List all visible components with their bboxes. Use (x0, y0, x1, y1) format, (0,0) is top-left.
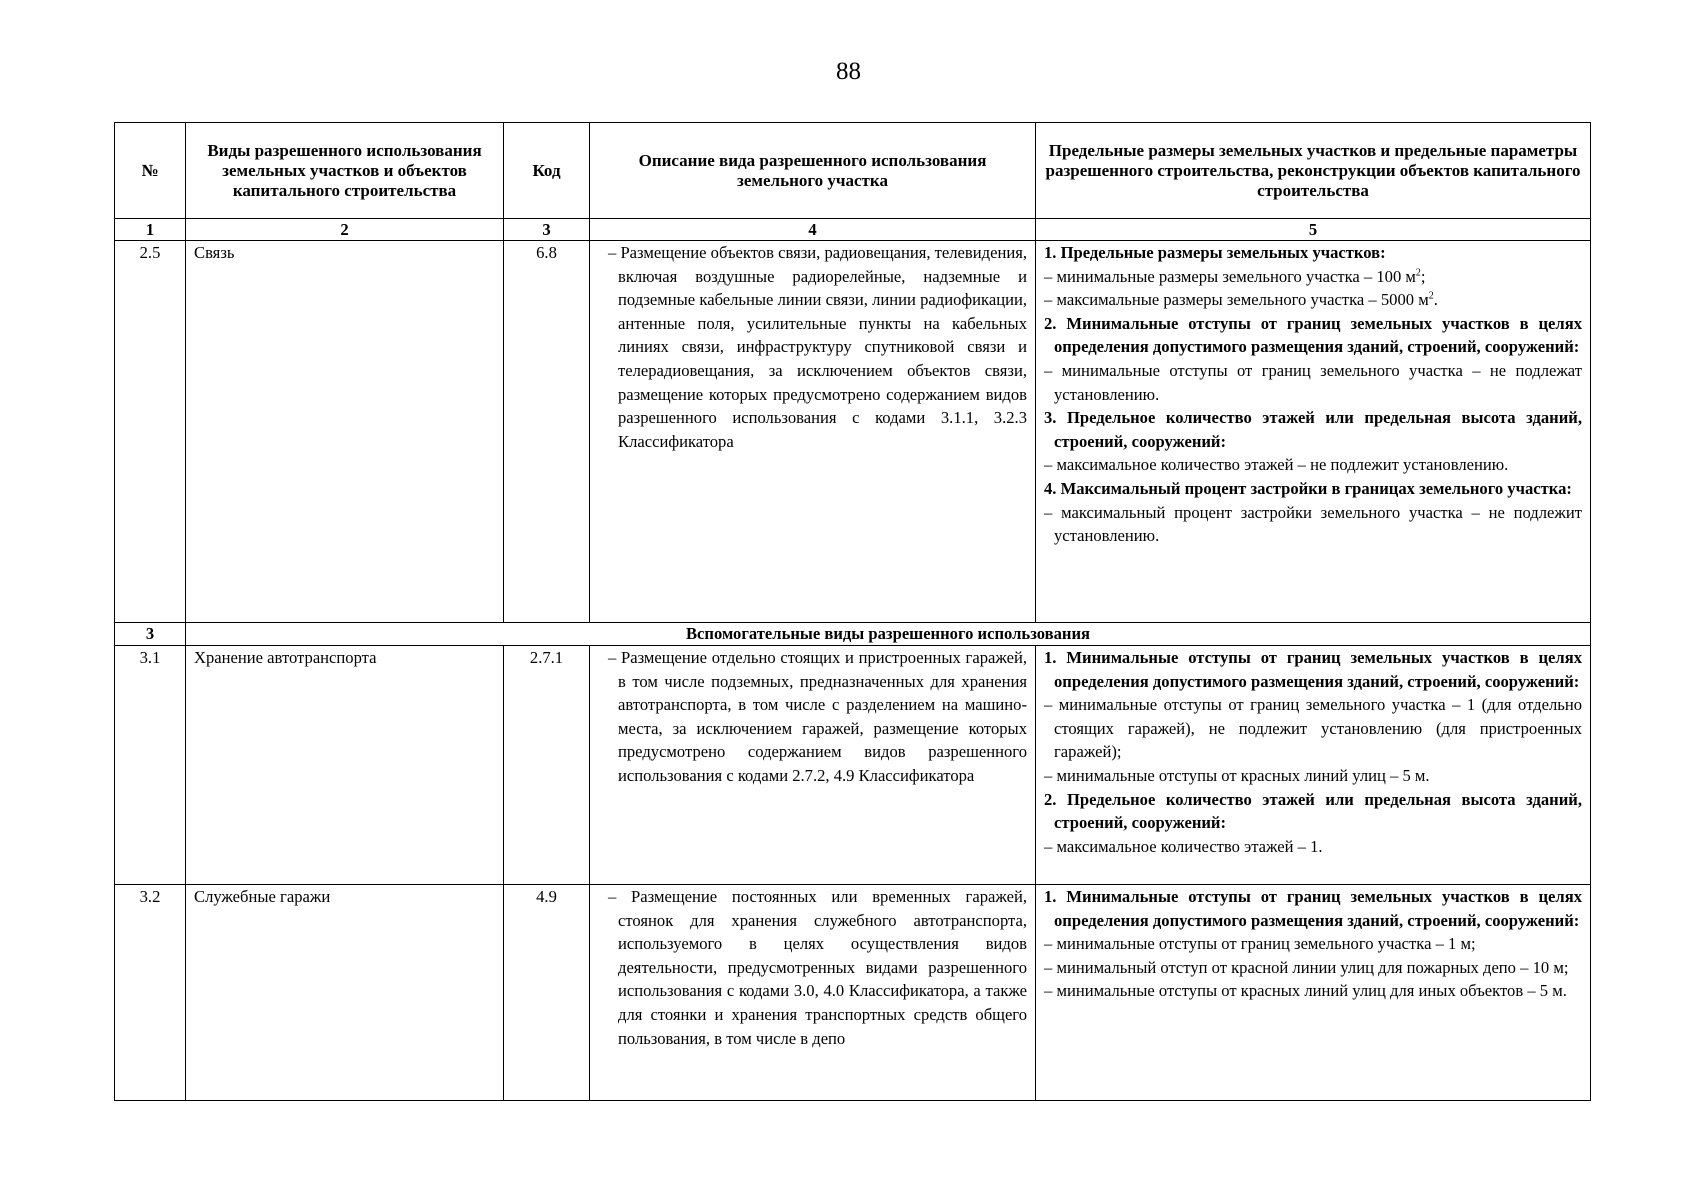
limits-item: – минимальные отступы от границ земельного участка – 1 м; (1044, 934, 1476, 954)
row-number: 3.2 (115, 885, 186, 1101)
row-description (590, 885, 1036, 1101)
column-number: 3 (504, 219, 590, 241)
row-name: Связь (186, 241, 504, 623)
limits-item: – минимальные отступы от границ земельного участка – не подлежат установлению. (1044, 360, 1582, 404)
column-number: 4 (590, 219, 1036, 241)
column-number: 1 (115, 219, 186, 241)
limits-item: – минимальные отступы от красных линий улиц – 5 м. (1044, 765, 1430, 785)
row-code: 6.8 (504, 241, 590, 623)
limits-item: – минимальные отступы от границ земельного участка – 1 (для отдельно стоящих гаражей), не подлежит установлению (для пристроенных гаражей); (1044, 695, 1582, 762)
limits-item: – максимальные размеры земельного участка – 5000 $м^2$. (1044, 290, 1438, 310)
section-title: Вспомогательные виды разрешенного использования (186, 623, 1591, 646)
limits-heading: 3. Предельное количество этажей или предельная высота зданий, строений, сооружений: (1044, 408, 1582, 451)
table-row (115, 646, 1591, 885)
header-code: Код (504, 123, 590, 219)
limits-item: – максимальное количество этажей – не подлежит установлению. (1044, 455, 1509, 475)
limits-item: – максимальное количество этажей – 1. (1044, 836, 1323, 856)
row-limits (1036, 646, 1591, 885)
description-text: – Размещение отдельно стоящих и пристроенных гаражей, в том числе подземных, предназначенных для хранения автотранспорта, в том числе с разделением на машино-места, за исключением гаражей, размещение которых предусмотрено содержанием видов разрешенного использования с кодами 2.7.2, 4.9 Классификатора (608, 648, 1027, 785)
limits-item: – минимальный отступ от красной линии улиц для пожарных депо – 10 м; (1044, 957, 1569, 977)
limits-item: – максимальный процент застройки земельного участка – не подлежит установлению. (1044, 502, 1582, 546)
limits-heading: 1. Предельные размеры земельных участков: (1044, 243, 1386, 262)
limits-heading: 1. Минимальные отступы от границ земельных участков в целях определения допустимого размещения зданий, строений, сооружений: (1044, 648, 1582, 691)
limits-item: – минимальные размеры земельного участка – 100 $м^2$; (1044, 266, 1426, 286)
header-description: Описание вида разрешенного использования земельного участка (590, 123, 1036, 219)
header-limits: Предельные размеры земельных участков и предельные параметры разрешенного строительства, реконструкции объектов капитального строительства (1036, 123, 1591, 219)
header-num: № (115, 123, 186, 219)
limits-heading: 2. Предельное количество этажей или предельная высота зданий, строений, сооружений: (1044, 789, 1582, 833)
section-row (115, 623, 1591, 646)
row-code: 2.7.1 (504, 646, 590, 885)
row-name: Хранение автотранспорта (186, 646, 504, 885)
row-number: 3.1 (115, 646, 186, 885)
section-number: 3 (115, 623, 186, 646)
zoning-table (114, 122, 1591, 1101)
limits-heading: 4. Максимальный процент застройки в границах земельного участка: (1044, 478, 1572, 498)
limits-heading: 2. Минимальные отступы от границ земельных участков в целях определения допустимого размещения зданий, строений, сооружений: (1044, 313, 1582, 357)
description-text: – Размещение постоянных или временных гаражей, стоянок для хранения служебного автотранспорта, используемого в целях осуществления видов деятельности, предусмотренных видами разрешенного использования с кодами 3.0, 4.0 Классификатора, а также для стоянки и хранения транспортных средств общего пользования, в том числе в депо (608, 887, 1027, 1048)
table-row (115, 241, 1591, 623)
description-text: – Размещение объектов связи, радиовещания, телевидения, включая воздушные радиорелейные, надземные и подземные кабельные линии связи, линии радиофикации, антенные поля, усилительные пункты на кабельных линиях связи, инфраструктуру спутниковой связи и телерадиовещания, за исключением объектов связи, размещение которых предусмотрено содержанием видов разрешенного использования с кодами 3.1.1, 3.2.3 Классификатора (608, 243, 1027, 451)
table-row (115, 885, 1591, 1101)
limits-heading: 1. Минимальные отступы от границ земельных участков в целях определения допустимого размещения зданий, строений, сооружений: (1044, 887, 1582, 930)
row-name: Служебные гаражи (186, 885, 504, 1101)
row-description (590, 646, 1036, 885)
header-kinds: Виды разрешенного использования земельных участков и объектов капитального строительства (186, 123, 504, 219)
limits-item: – минимальные отступы от красных линий улиц для иных объектов – 5 м. (1044, 981, 1567, 1001)
column-number: 5 (1036, 219, 1591, 241)
column-number: 2 (186, 219, 504, 241)
row-number: 2.5 (115, 241, 186, 623)
page-number: 88 (836, 58, 861, 85)
row-description (590, 241, 1036, 623)
row-code: 4.9 (504, 885, 590, 1101)
header-row (115, 123, 1591, 219)
row-limits (1036, 241, 1591, 623)
column-number-row (115, 219, 1591, 241)
row-limits (1036, 885, 1591, 1101)
